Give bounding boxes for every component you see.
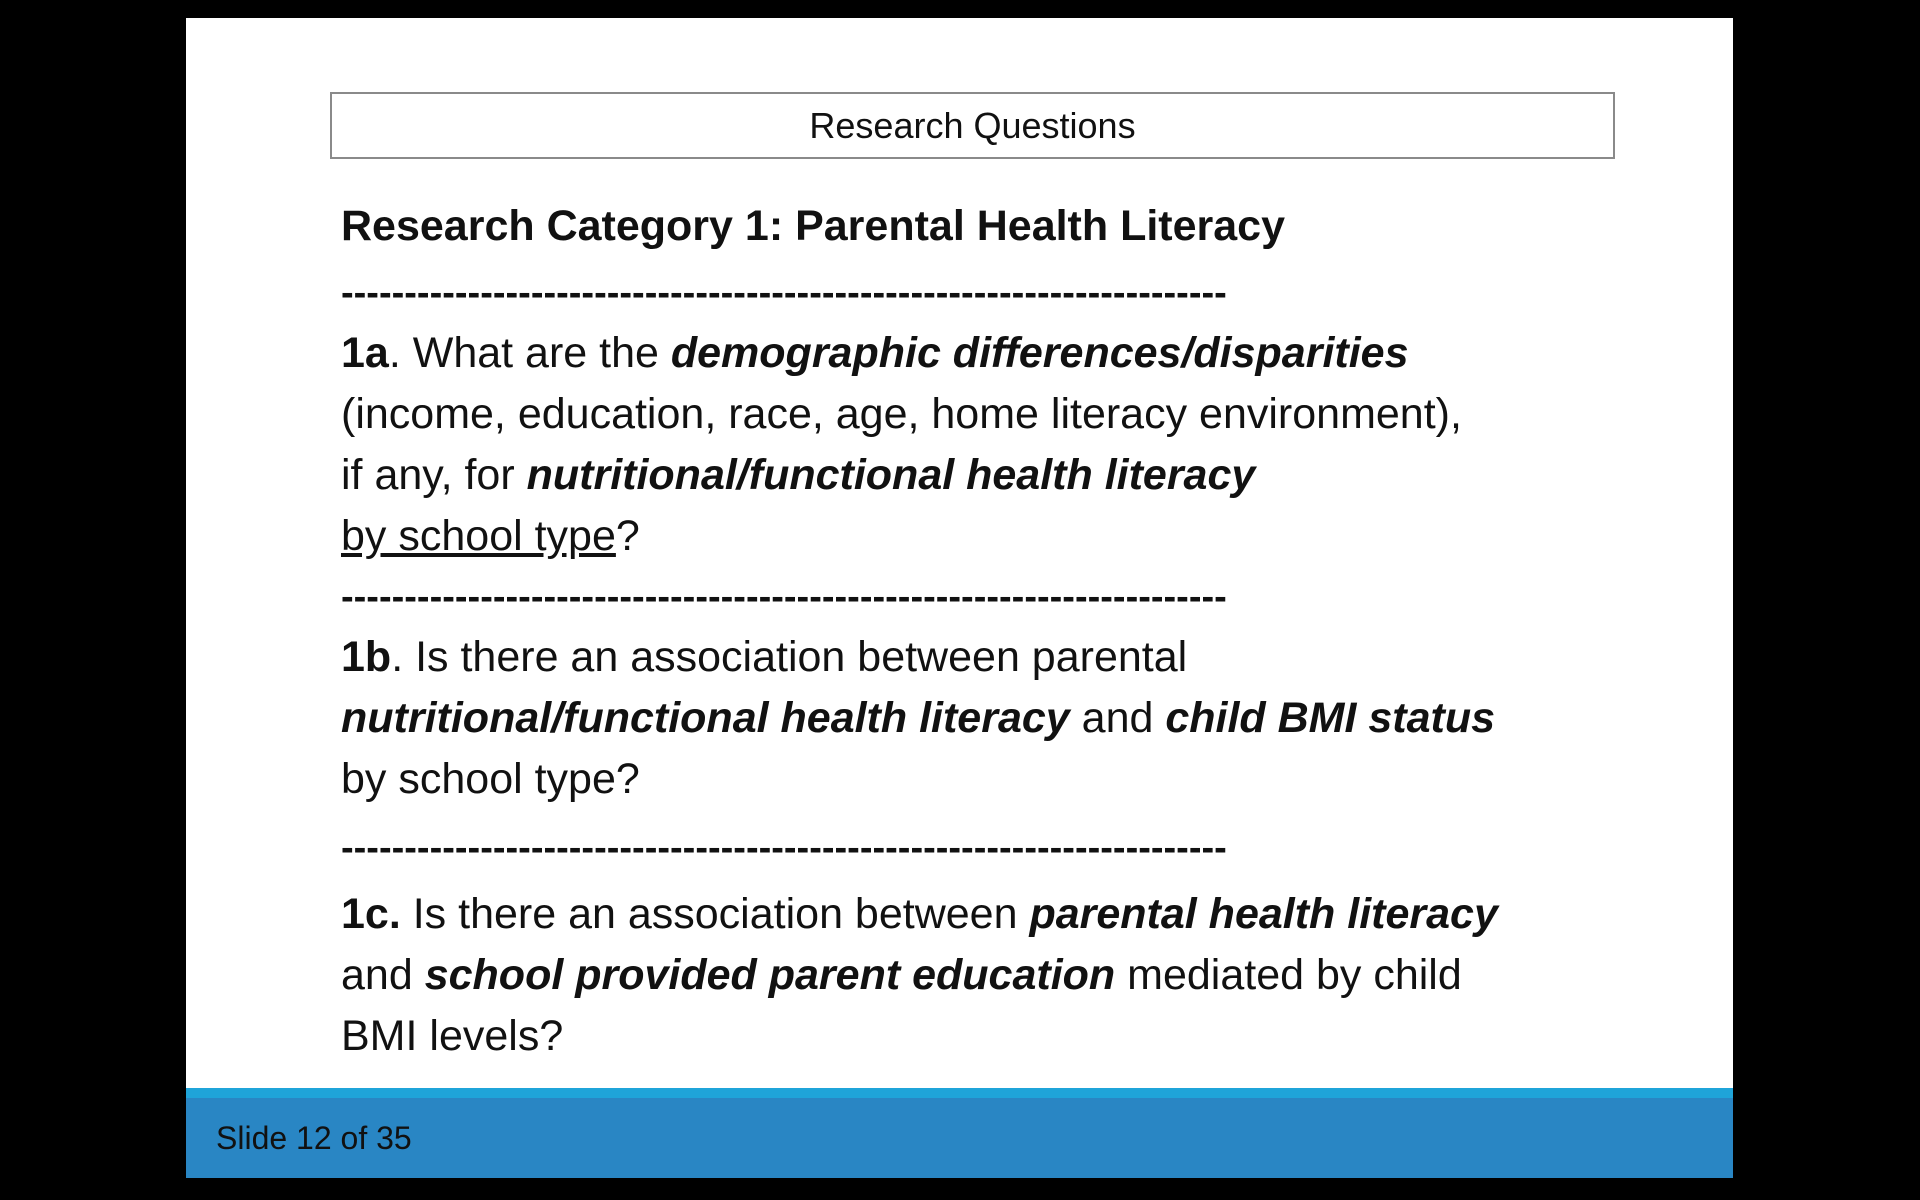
- q1c-text-2: and: [341, 951, 425, 999]
- question-1c: [341, 884, 1641, 1067]
- q1c-emphasis-2: school provided parent education: [424, 951, 1116, 999]
- q1a-number: 1a: [341, 329, 389, 377]
- divider-2: ----------------------------------------------------------------------: [341, 576, 1227, 618]
- question-1a: [341, 323, 1641, 567]
- slide-title-box: [330, 92, 1615, 159]
- slide: [186, 18, 1733, 1178]
- research-category-heading: Research Category 1: Parental Health Literacy: [341, 202, 1286, 250]
- slide-body: [341, 196, 1641, 1067]
- q1c-line-3: BMI levels?: [341, 1012, 564, 1060]
- q1a-text-4: ?: [615, 512, 640, 560]
- footer-stripe: [186, 1088, 1733, 1098]
- q1b-emphasis-1: nutritional/functional health literacy: [341, 694, 1070, 742]
- q1a-emphasis-1: demographic differences/disparities: [670, 329, 1409, 377]
- q1c-text-1: Is there an association between: [400, 890, 1030, 938]
- q1b-text-1: . Is there an association between parental: [391, 633, 1188, 681]
- divider-1: ----------------------------------------------------------------------: [341, 272, 1227, 314]
- question-1b: [341, 627, 1641, 810]
- q1a-underline: by school type: [341, 512, 616, 560]
- q1b-text-2: and: [1069, 694, 1166, 742]
- q1b-number: 1b: [341, 633, 392, 681]
- divider-3: ----------------------------------------------------------------------: [341, 827, 1227, 869]
- q1a-emphasis-2: nutritional/functional health literacy: [526, 451, 1256, 499]
- q1c-emphasis-1: parental health literacy: [1029, 890, 1498, 938]
- q1c-text-3: mediated by child: [1115, 951, 1462, 999]
- q1b-emphasis-2: child BMI status: [1165, 694, 1496, 742]
- q1a-text-3: if any, for: [341, 451, 527, 499]
- q1a-line-2: (income, education, race, age, home literacy environment),: [341, 390, 1462, 438]
- q1a-text-1: . What are the: [388, 329, 671, 377]
- slide-footer: [186, 1098, 1733, 1178]
- q1b-line-3: by school type?: [341, 755, 640, 803]
- q1c-number: 1c.: [341, 890, 401, 938]
- slide-title: Research Questions: [809, 104, 1136, 146]
- slide-counter: Slide 12 of 35: [216, 1120, 412, 1156]
